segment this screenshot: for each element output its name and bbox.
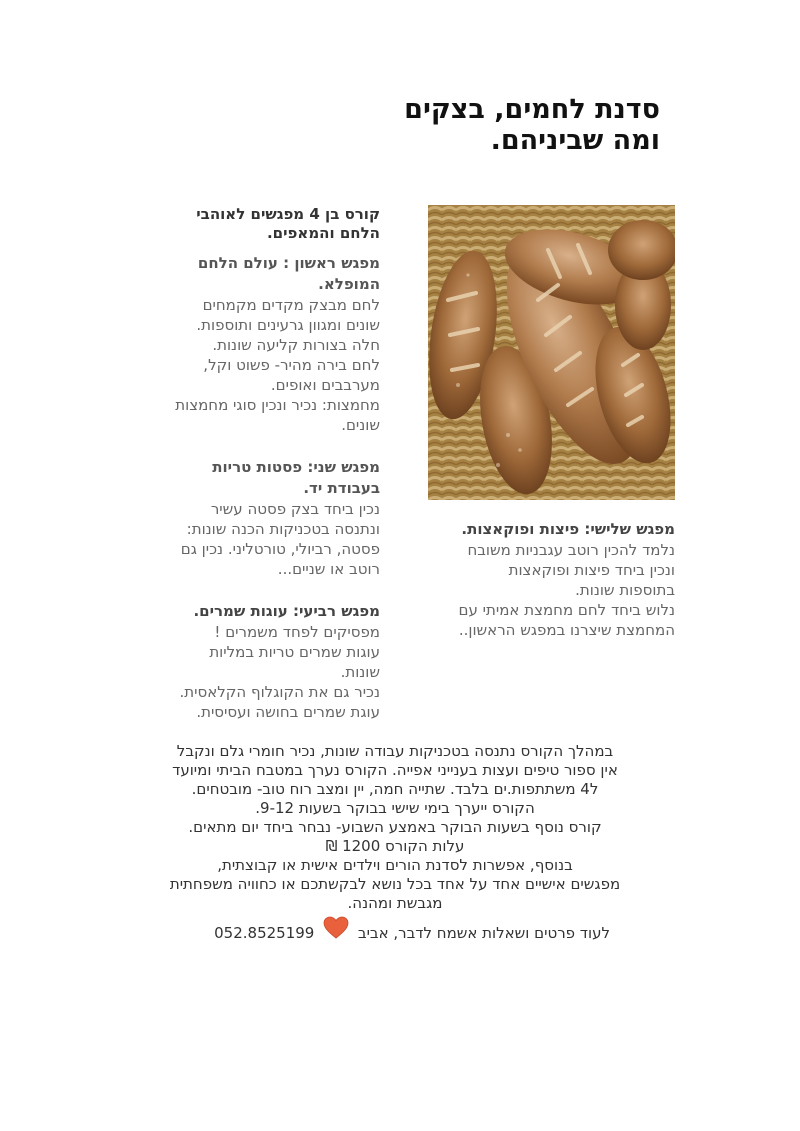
meeting-1-line: מחמצות: נכיר ונכין סוגי מחמצות (175, 396, 380, 414)
meeting-3-line: נלמד להכין רוטב עגבניות משובח (467, 541, 675, 559)
meeting-1-line: חלה בצורות קליעה שונות. (212, 336, 380, 354)
details-line: אין ספור טיפים ועצות בענייני אפייה. הקורס נערך במטבח הביתי ומיועד (172, 761, 618, 779)
course-details (100, 742, 690, 913)
left-column (140, 205, 380, 722)
meeting-1-line: לחם בירה מהיר- פשוט וקל, (203, 356, 380, 374)
meeting-4-section (140, 601, 380, 722)
details-line: בנוסף, אפשרות לסדנת הורים וילדים אישית או קבוצתית, (217, 856, 573, 874)
meeting-1-section (140, 253, 380, 435)
meeting-1-line: מערבבים ואופים. (270, 376, 380, 394)
meeting-1-line: לחם מבצק מקדים מקמחים (202, 296, 380, 314)
meeting-4-line: נכיר גם את הקוגלוף הקלאסית. (179, 683, 380, 701)
details-line: הקורס ייערך בימי שישי בבוקר בשעות 9-12. (255, 799, 535, 817)
meeting-4-title: מפגש רביעי: עוגות שמרים. (193, 602, 380, 620)
meeting-4-line: עוגות שמרים טריות במליות (209, 643, 380, 661)
contact-text: לעוד פרטים ושאלות אשמח לדבר, אביב (357, 924, 610, 942)
details-line: ל4 משתתפות.ים בלבד. שתייה חמה, יין ומצב רוח טוב- מובטחים. (191, 780, 599, 798)
intro-line-2: הלחם והמאפים. (266, 224, 380, 242)
title-line-1: סדנת לחמים, בצקים (404, 94, 660, 125)
intro-line-1: קורס בן 4 מפגשים לאוהבי (196, 205, 380, 223)
meeting-4-line: שונות. (340, 663, 380, 681)
meeting-2-title-cont: בעבודת יד. (303, 479, 380, 497)
meeting-1-line: שונים ומגוון גרעינים ותוספות. (196, 316, 380, 334)
meeting-2-line: נכין ביחד בצק פסטה עשיר (210, 500, 380, 518)
meeting-2-section (140, 457, 380, 579)
details-line: מגבשת ומהנה. (347, 894, 443, 912)
meeting-2-line: רוטב או שניים... (277, 560, 380, 578)
bread-basket-photo (428, 205, 675, 500)
meeting-2-title: מפגש שני: פסטות טריות (212, 458, 380, 476)
meeting-4-line: מפסיקים לפחד משמרים ! (214, 623, 380, 641)
course-price: עלות הקורס 1200 ₪ (325, 837, 465, 855)
meeting-3-section (420, 519, 675, 640)
intro-section (140, 205, 380, 243)
meeting-3-line: המחמצת שיצרנו במפגש הראשון.. (458, 621, 675, 639)
details-line: קורס נוסף בשעות הבוקר באמצע השבוע- נבחר ביחד יום מתאים. (188, 818, 602, 836)
heart-icon (323, 916, 349, 940)
phone-number[interactable]: 052.8525199 (214, 924, 315, 942)
meeting-4-line: עוגת שמרים בחושה ועסיסית. (196, 703, 380, 721)
meeting-1-title: מפגש ראשון : עולם הלחם (197, 254, 380, 272)
meeting-3-line: נלוש ביחד לחם מחמצת אמיתי עם (458, 601, 675, 619)
contact-line (150, 916, 610, 944)
page-title (300, 94, 660, 156)
meeting-3-title: מפגש שלישי: פיצות ופוקאצות. (461, 520, 675, 538)
meeting-3-line: ונכין ביחד פיצות ופוקאצות (508, 561, 675, 579)
right-column (420, 205, 675, 640)
details-line: במהלך הקורס נתנסה בטכניקות עבודה שונות, נכיר חומרי גלם ונקבל (176, 742, 614, 760)
meeting-2-line: פסטה, רביולי, טורטליני. נכין גם (180, 540, 380, 558)
details-line: מפגשים אישיים אחד על אחד בכל נושא לבקשתכם או כחוויה משפחתית (169, 875, 621, 893)
meeting-1-line: שונים. (341, 416, 380, 434)
meeting-3-line: בתוספות שונות. (575, 581, 675, 599)
meeting-2-line: ונתנסה בטכניקות הכנה שונות: (186, 520, 380, 538)
title-line-2: ומה שביניהם. (490, 125, 660, 156)
meeting-1-title-cont: המופלא. (318, 275, 380, 293)
